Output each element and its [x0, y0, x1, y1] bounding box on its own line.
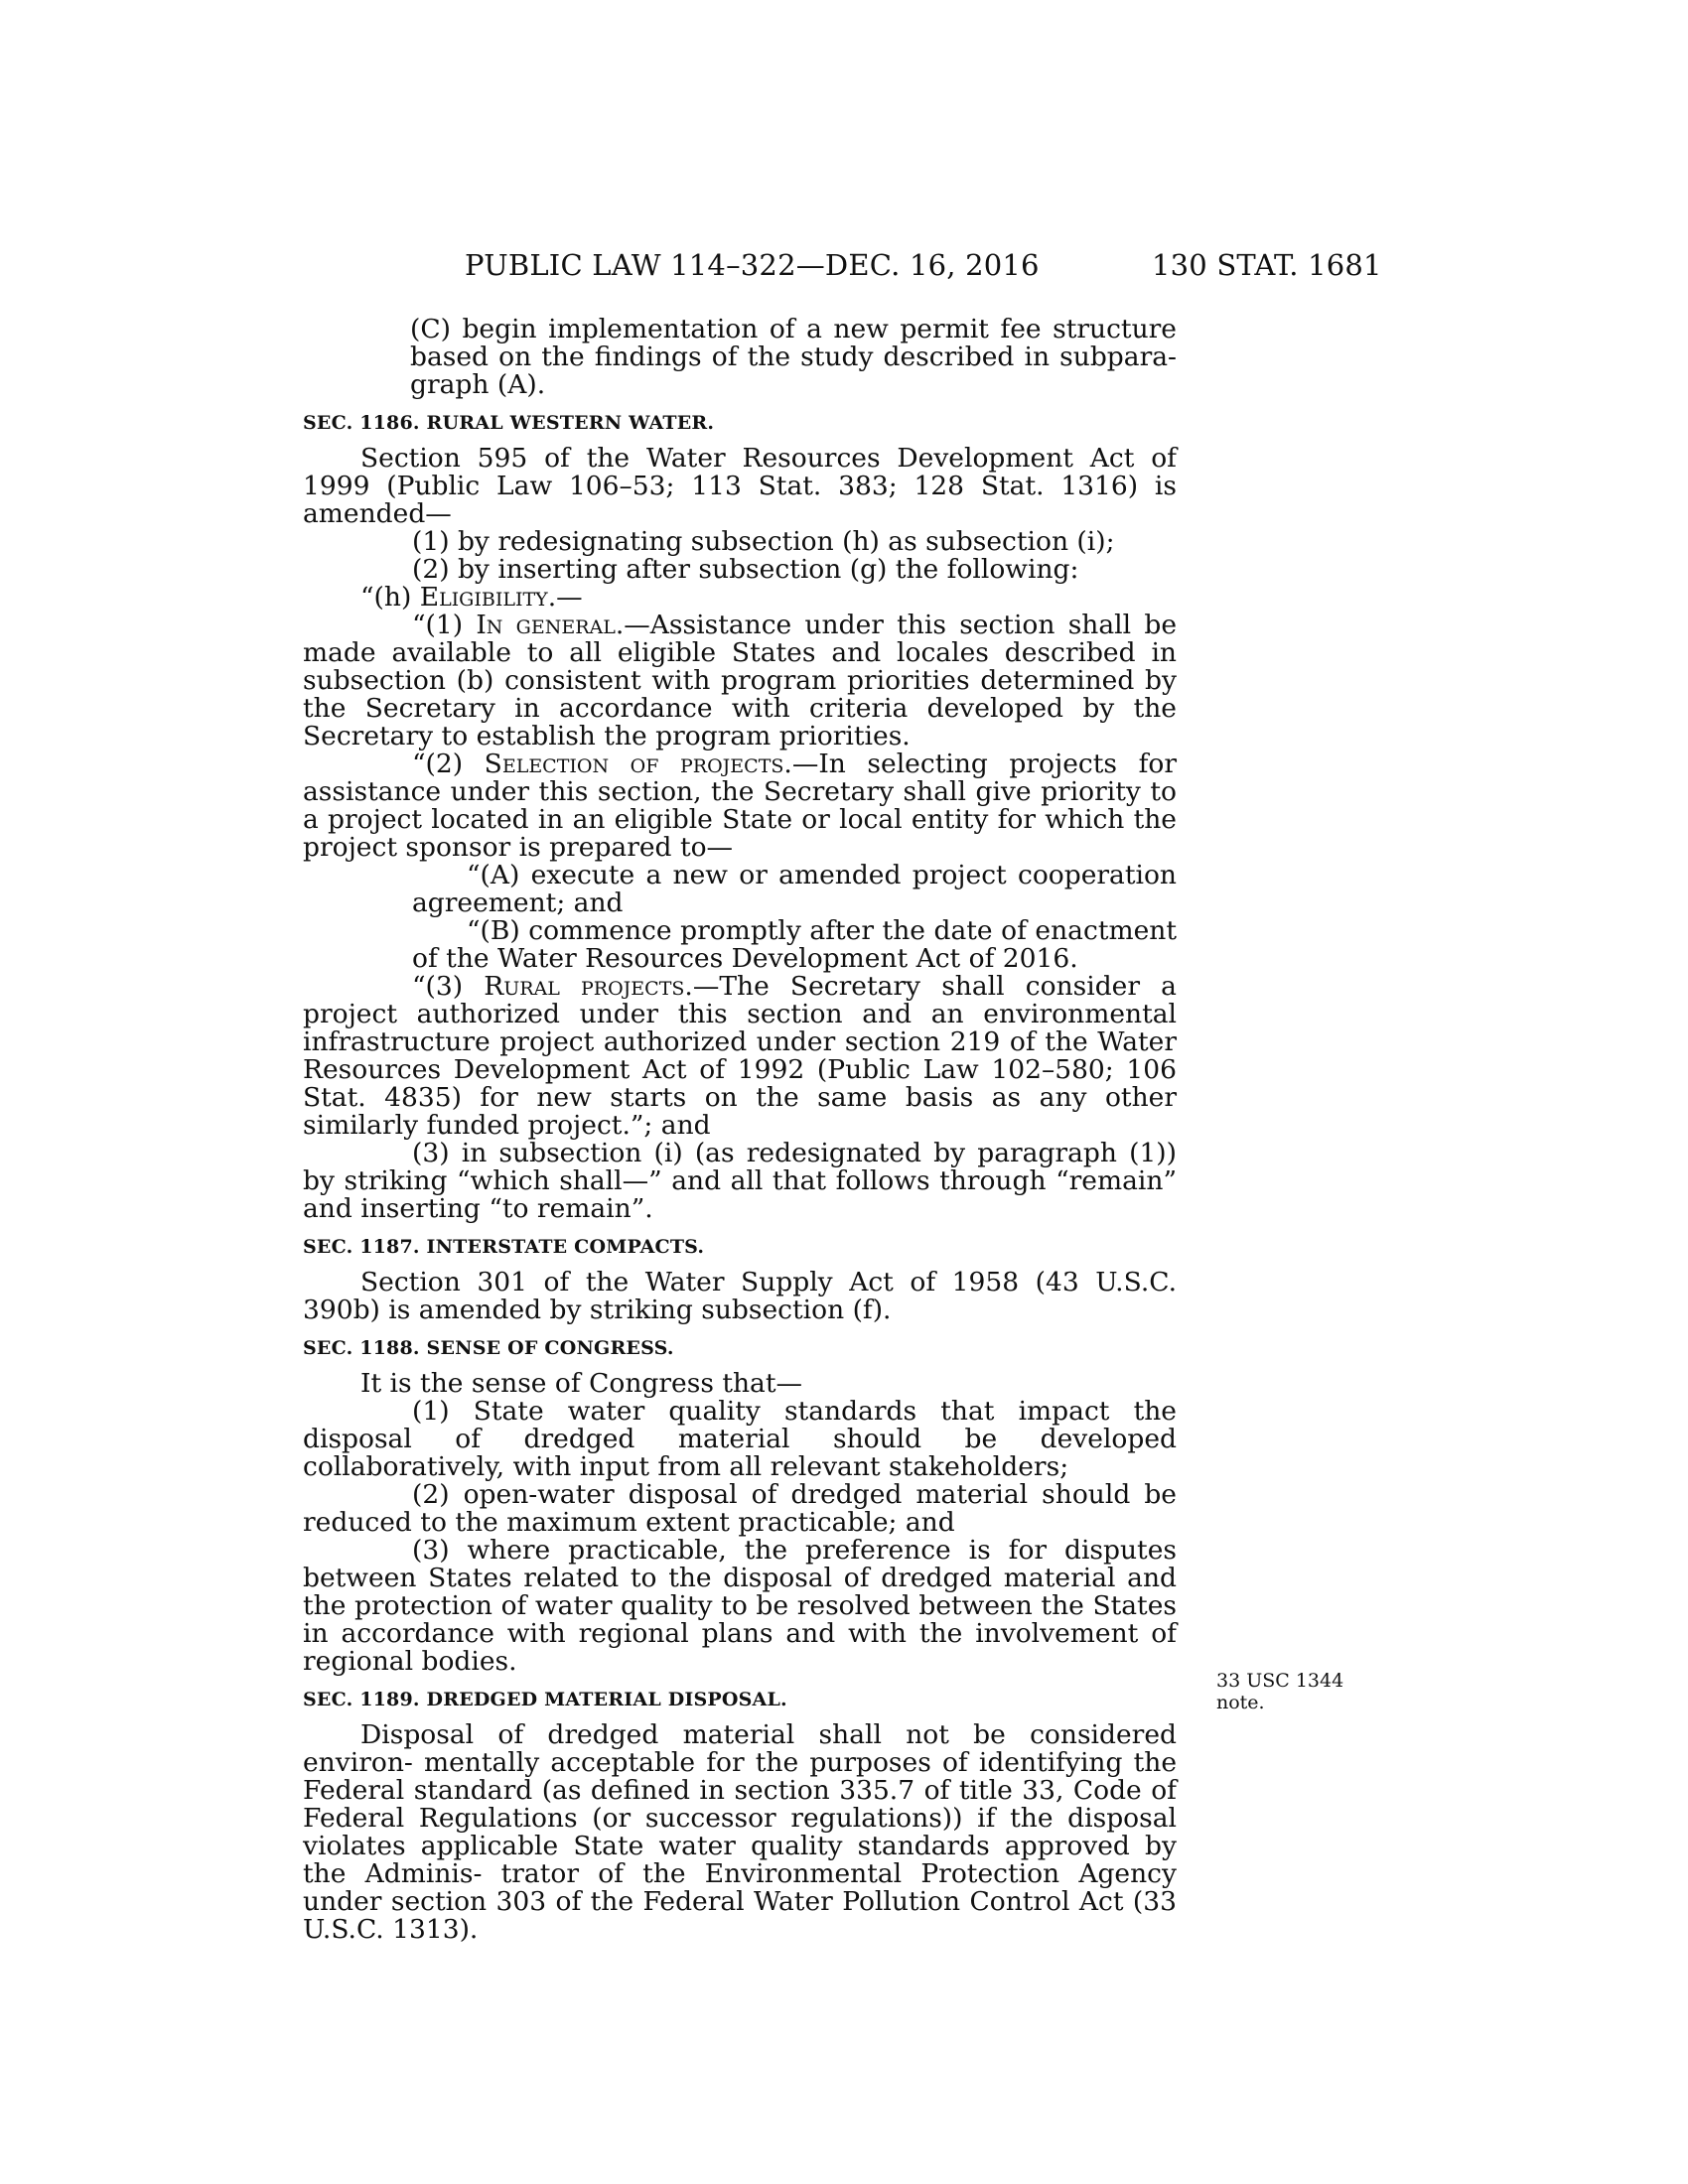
subsection-h-heading: [303, 584, 1177, 612]
running-header-title: PUBLIC LAW 114–322—DEC. 16, 2016: [465, 248, 1040, 282]
sec1186-item-2: (2) by inserting after subsection (g) the following:: [412, 554, 1079, 585]
h3-text: .—The Secretary shall consider a project authorized under this section and an environmental infrastructure project authorized under section 219 of the Water Resources Development Act of 1992 (Public Law 102–580; 106 Stat. 4835) for new starts on the same basis as any other similarly funded project.”; and: [303, 971, 1177, 1141]
margin-note-line-1: 33 USC 1344: [1216, 1670, 1344, 1692]
sec1188-intro: It is the sense of Congress that—: [360, 1368, 803, 1399]
h1-prefix: “(1): [412, 610, 477, 640]
section-heading-1189: SEC. 1189. DREDGED MATERIAL DISPOSAL.: [303, 1689, 787, 1710]
h-title: Eligibility: [419, 582, 548, 613]
subsection-h2: [303, 751, 1177, 862]
margin-citation-note: [1216, 1670, 1343, 1713]
paragraph-c: (C) begin implementation of a new permit fee structure based on the findings of the study described in subpara- graph (A).: [410, 314, 1177, 400]
sec1188-item-3: (3) where practicable, the preference is for disputes between States related to the disposal of dredged material and the protection of water quality to be resolved between the States in accordance with regional plans and with the involvement of regional bodies.: [303, 1535, 1177, 1677]
sec1186-intro: Section 595 of the Water Resources Development Act of 1999 (Public Law 106–53; 113 Stat. 383; 128 Stat. 1316) is amended—: [303, 443, 1177, 529]
margin-note-line-2: note.: [1216, 1692, 1265, 1713]
sec1188-item-2: (2) open-water disposal of dredged material should be reduced to the maximum extent practicable; and: [303, 1479, 1177, 1538]
sec1189-text: Disposal of dredged material shall not be considered environ- mentally acceptable for the purposes of identifying the Federal standard (as defined in section 335.7 of title 33, Code of Federal Regulations (or successor regulations)) if the disposal violates applicable State water quality standards approved by the Adminis- trator of the Environmental Protection Agency under section 303 of the Federal Water Pollution Control Act (33 U.S.C. 1313).: [303, 1719, 1177, 1945]
running-header-page-number: 130 STAT. 1681: [1152, 248, 1382, 282]
h2-prefix: “(2): [412, 749, 485, 779]
h1-title: In general: [476, 610, 616, 640]
subsection-h2b: “(B) commence promptly after the date of enactment of the Water Resources Development Act of 2016.: [412, 915, 1177, 974]
h3-prefix: “(3): [412, 971, 485, 1002]
sec1188-item-1: (1) State water quality standards that impact the disposal of dredged material should be developed collaboratively, with input from all relevant stakeholders;: [303, 1396, 1177, 1482]
h2-title: Selection of projects: [484, 749, 784, 779]
subsection-h2a: “(A) execute a new or amended project cooperation agreement; and: [412, 860, 1177, 918]
sec1186-item-3: (3) in subsection (i) (as redesignated by paragraph (1)) by striking “which shall—” and all that follows through “remain” and inserting “to remain”.: [303, 1138, 1177, 1224]
section-heading-1187: SEC. 1187. INTERSTATE COMPACTS.: [303, 1236, 705, 1258]
subsection-h3: [303, 973, 1177, 1140]
h3-title: Rural projects: [484, 971, 685, 1002]
sec1187-text: Section 301 of the Water Supply Act of 1958 (43 U.S.C. 390b) is amended by striking subsection (f).: [303, 1267, 1177, 1325]
section-heading-1186: SEC. 1186. RURAL WESTERN WATER.: [303, 412, 715, 434]
section-heading-1188: SEC. 1188. SENSE OF CONGRESS.: [303, 1337, 674, 1359]
text-column: [303, 316, 1177, 1944]
sec1186-item-1: (1) by redesignating subsection (h) as subsection (i);: [412, 526, 1115, 557]
h1-text: .—Assistance under this section shall be made available to all eligible States and locales described in subsection (b) consistent with program priorities determined by the Secretary in accordance with criteria developed by the Secretary to establish the program priorities.: [303, 610, 1177, 751]
subsection-h1: [303, 612, 1177, 751]
h2-text: .—In selecting projects for assistance under this section, the Secretary shall give priority to a project located in an eligible State or local entity for which the project sponsor is prepared to—: [303, 749, 1178, 863]
h-prefix: “(h): [360, 582, 420, 613]
h-suffix: .—: [547, 582, 583, 613]
